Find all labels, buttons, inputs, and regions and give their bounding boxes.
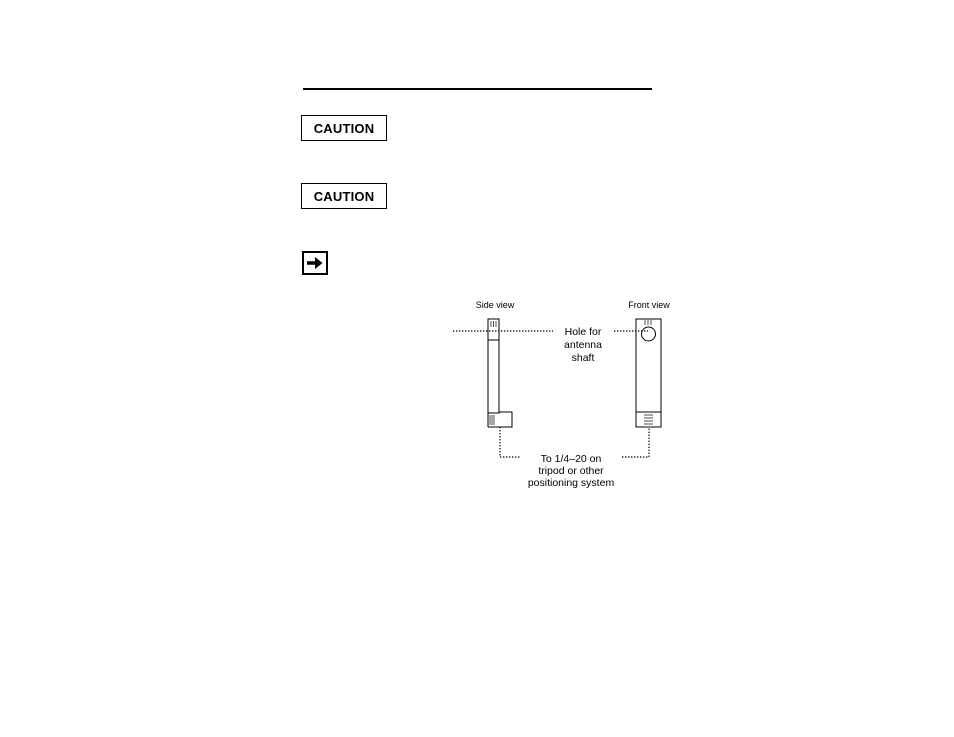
caution-label: CAUTION: [313, 120, 375, 136]
front-view-label: Front view: [628, 300, 670, 310]
leader-lines: [453, 331, 649, 457]
side-view-label: Side view: [475, 300, 515, 310]
hole-label-line-3: shaft: [571, 352, 595, 364]
side-view-bracket: [488, 319, 512, 427]
header-rule: [303, 88, 652, 90]
arrow-right-icon: [302, 251, 328, 275]
antenna-mount-diagram: [453, 297, 673, 493]
hole-label-line-1: Hole for: [564, 326, 602, 338]
mount-label-line-2: tripod or other: [538, 465, 604, 477]
caution-badge: [301, 115, 387, 141]
mount-label-line-1: To 1/4–20 on: [540, 453, 602, 465]
hole-label-line-2: antenna: [564, 339, 602, 351]
caution-badge: [301, 183, 387, 209]
mount-label-line-3: positioning system: [527, 477, 615, 489]
caution-label: CAUTION: [313, 188, 375, 204]
front-view-bracket: [636, 319, 661, 427]
